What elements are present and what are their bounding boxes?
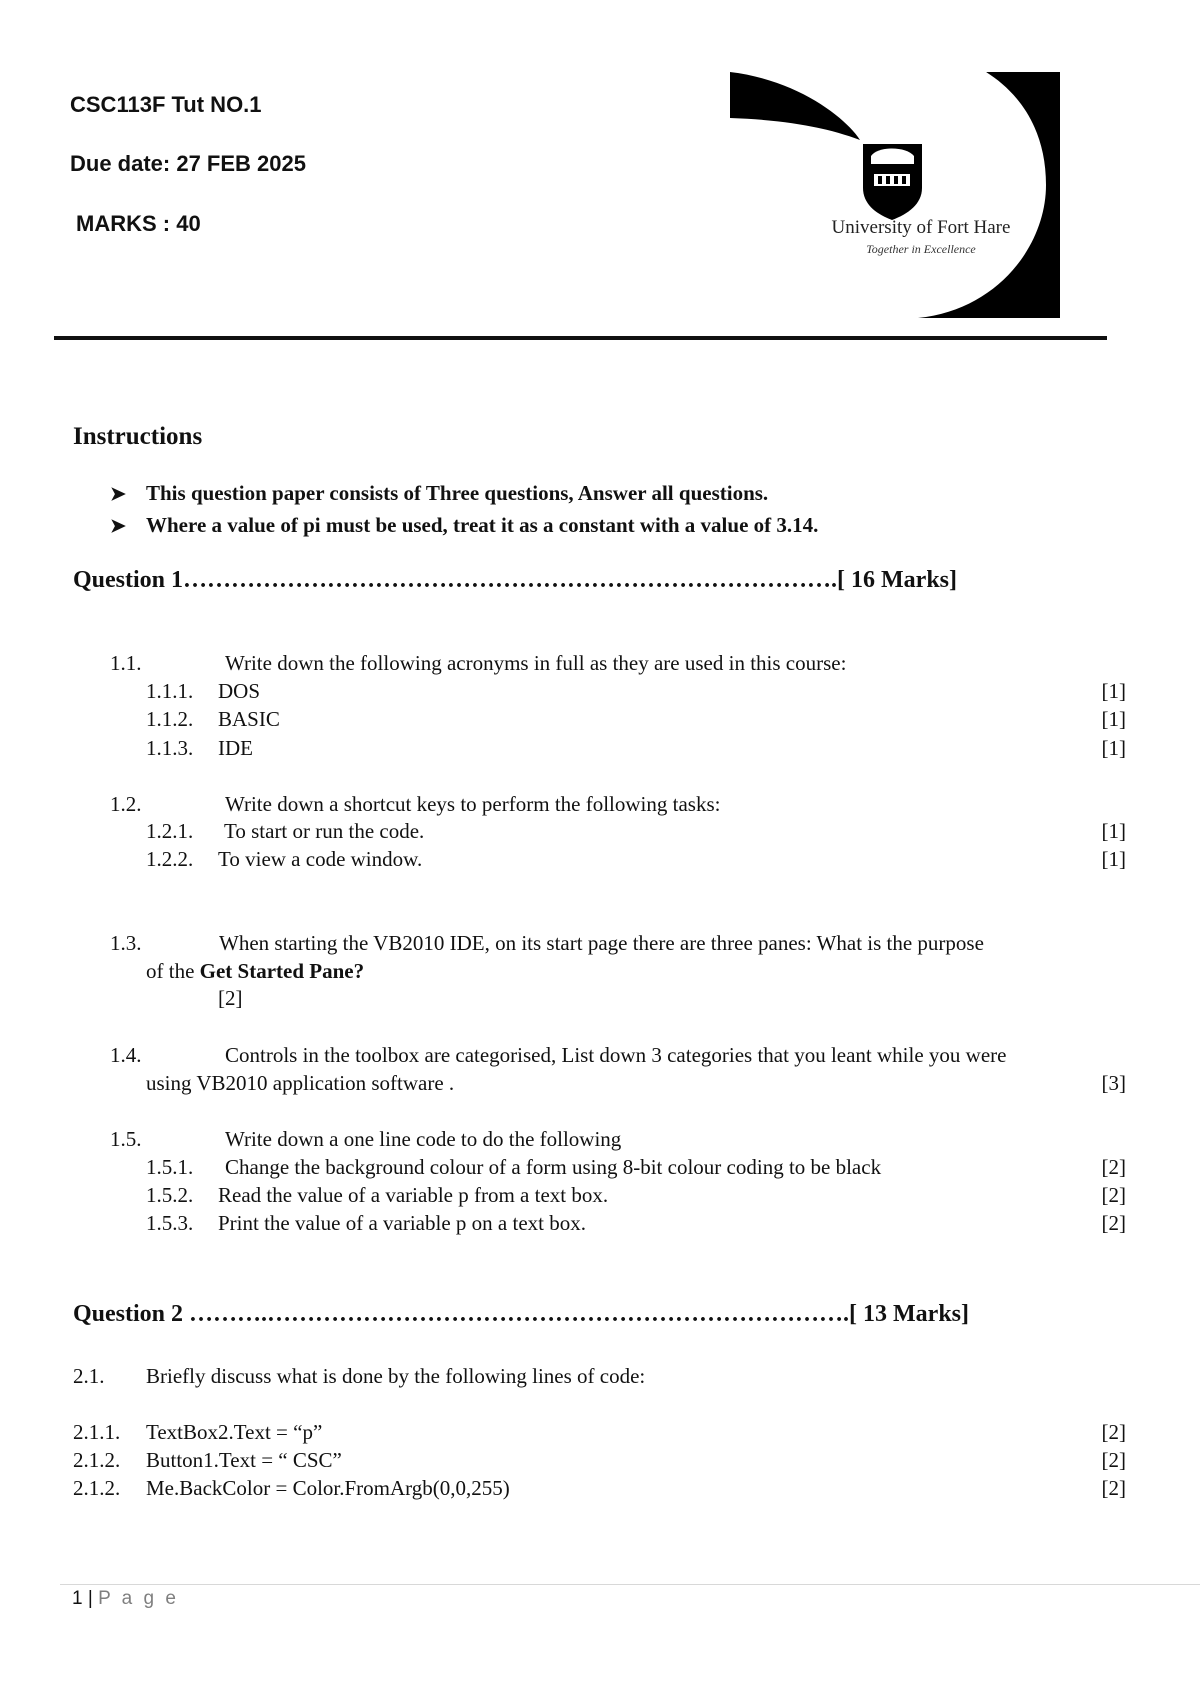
mark-label: [1]: [1101, 707, 1126, 731]
arrow-bullet-icon: ➤: [110, 484, 126, 505]
mark-label: [2]: [1101, 1448, 1126, 1472]
arrow-bullet-icon: ➤: [110, 516, 126, 537]
question-1-heading: Question 1……………………………………………………………………….[ 16 Marks]: [73, 567, 957, 593]
university-tagline: Together in Excellence: [866, 242, 976, 256]
question-2-marks: [ 13 Marks]: [849, 1301, 969, 1327]
footer-divider: [60, 1584, 1200, 1585]
instruction-item: ➤ This question paper consists of Three questions, Answer all questions.: [110, 481, 769, 505]
mark-label: [2]: [1101, 1183, 1126, 1207]
logo-graphic: [728, 70, 1068, 320]
university-logo: [728, 70, 1068, 320]
mark-label: [1]: [1101, 847, 1126, 871]
mark-label: [2]: [1101, 1155, 1126, 1179]
instructions-heading: Instructions: [73, 423, 203, 450]
mark-label: [1]: [1101, 819, 1126, 843]
university-name: University of Fort Hare: [831, 217, 1011, 238]
mark-label: [3]: [1101, 1071, 1126, 1095]
total-marks: MARKS : 40: [76, 211, 201, 236]
mark-label: [1]: [1101, 679, 1126, 703]
header-divider: [54, 336, 1107, 340]
mark-label: [2]: [218, 986, 243, 1010]
course-title: CSC113F Tut NO.1: [70, 92, 262, 117]
mark-label: [2]: [1101, 1476, 1126, 1500]
page-label: P a g e: [98, 1588, 179, 1609]
page-footer: 1 | P a g e: [72, 1588, 179, 1609]
mark-label: [1]: [1101, 736, 1126, 760]
question-1-marks: [ 16 Marks]: [837, 567, 957, 593]
due-date: Due date: 27 FEB 2025: [70, 151, 306, 176]
instruction-item: ➤ Where a value of pi must be used, treat it as a constant with a value of 3.14.: [110, 513, 819, 537]
mark-label: [2]: [1101, 1211, 1126, 1235]
mark-label: [2]: [1101, 1420, 1126, 1444]
page-number: 1: [72, 1588, 83, 1609]
question-2-heading: Question 2 ……….……………………………………………………………….[ 13 Marks]: [73, 1301, 969, 1327]
